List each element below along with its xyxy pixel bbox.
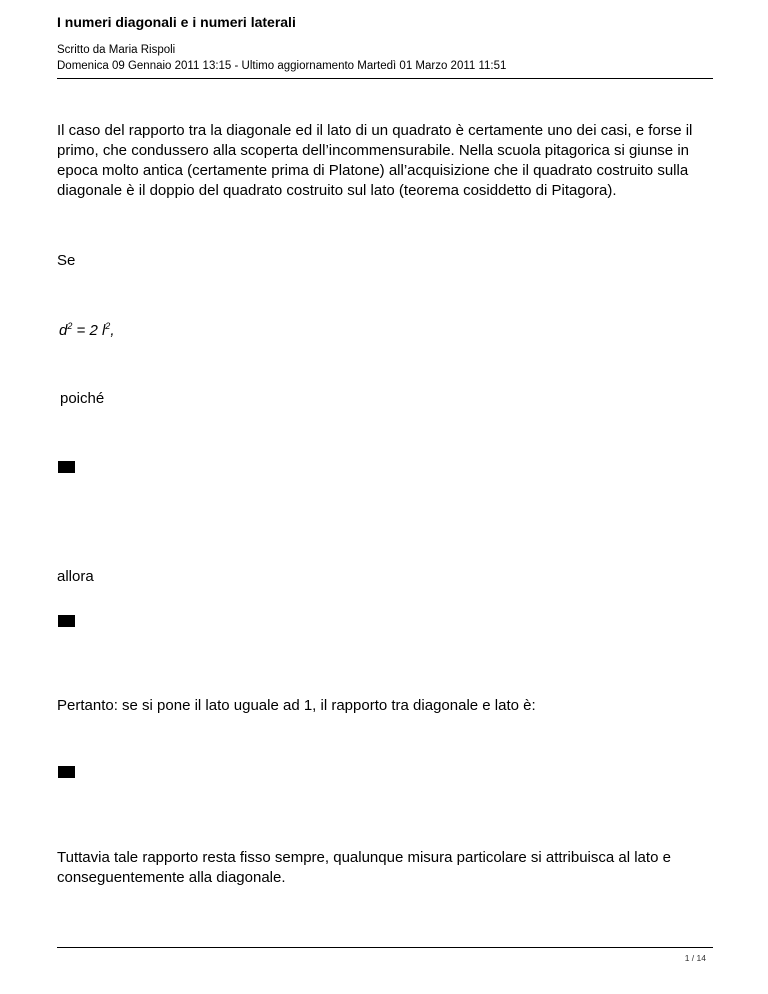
formula-d: d [59,322,68,339]
article-meta [57,42,713,74]
formula-end: , [110,322,115,339]
article-title: I numeri diagonali e i numeri laterali [57,14,296,30]
footer-divider [57,947,713,948]
formula-image-1 [58,461,75,473]
formula-exp-1: 2 [67,321,73,331]
se-text: Se [57,252,76,269]
tuttavia-paragraph: Tuttavia tale rapporto resta fisso sempre, qualunque misura particolare si attribuisca al lato e conseguentemente alla diagonale. [57,849,671,886]
allora-text: allora [57,568,94,585]
header-divider [57,78,713,79]
intro-paragraph: Il caso del rapporto tra la diagonale ed il lato di un quadrato è certamente uno dei casi, e forse il primo, che condussero alla scoperta dell’incommensurabile. Nella scuola pitagorica si giunse in epoca molto antica (certamente prima di Platone) all’acquisizione che il quadrato costruito sulla diagonale è il doppio del quadrato costruito sul lato (teorema cosiddetto di Pitagora). [57,122,693,199]
page-number: 1 / 14 [684,953,706,963]
author-line: Scritto da Maria Rispoli [57,44,176,56]
page-header [57,12,713,74]
formula [59,321,719,341]
poiche-text: poiché [60,390,105,407]
formula-exp-2: 2 [105,321,111,331]
pertanto-paragraph: Pertanto: se si pone il lato uguale ad 1, il rapporto tra diagonale e lato è: [57,697,536,714]
formula-image-2 [58,615,75,627]
formula-image-3 [58,766,75,778]
formula-middle: = 2 l [72,322,106,339]
date-line: Domenica 09 Gennaio 2011 13:15 - Ultimo aggiornamento Martedì 01 Marzo 2011 11:51 [57,60,507,72]
